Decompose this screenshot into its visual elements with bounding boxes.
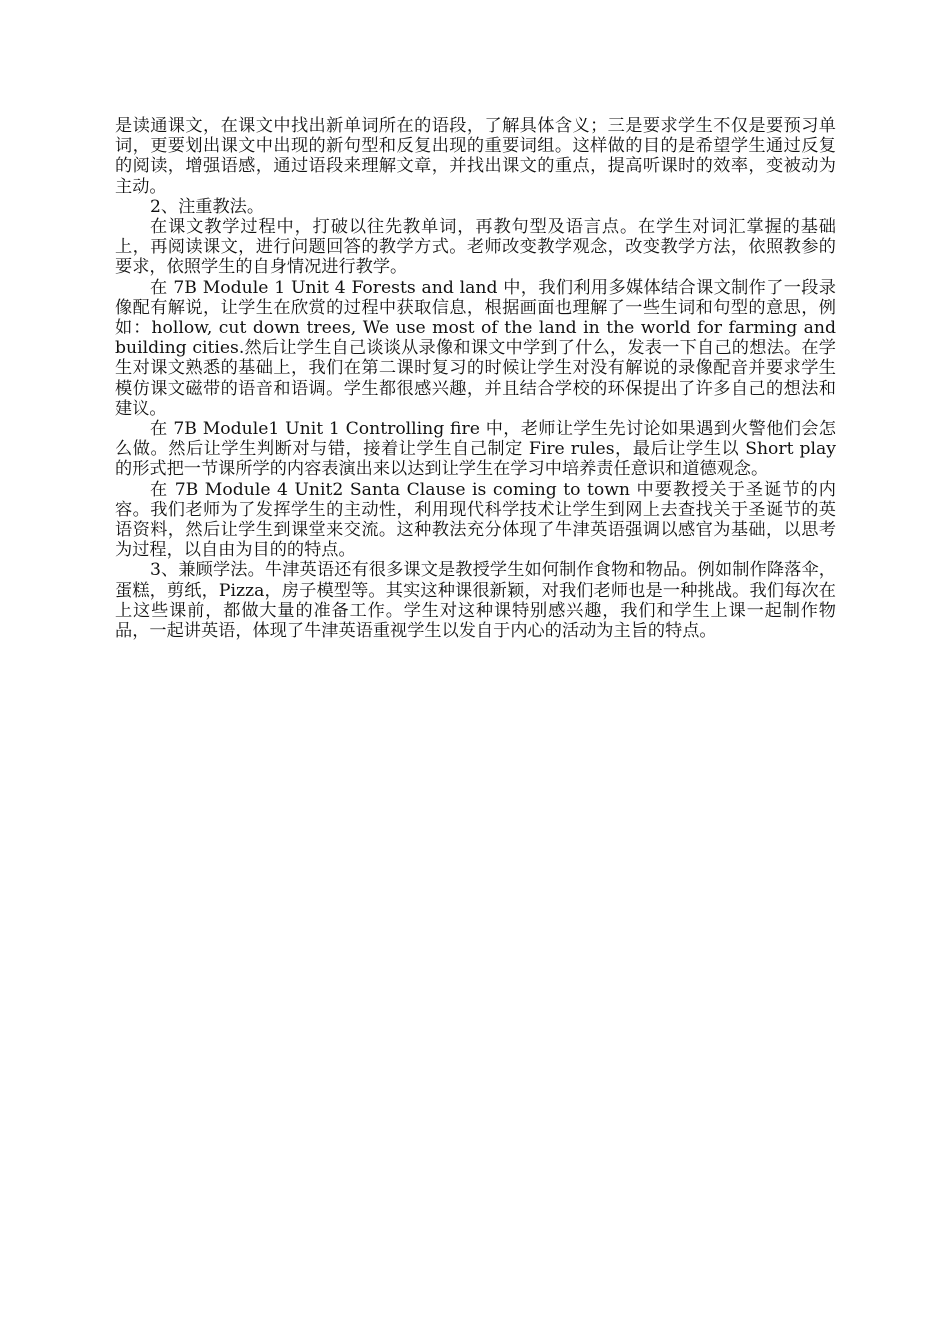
paragraph-teaching-process: 在课文教学过程中，打破以往先教单词，再教句型及语言点。在学生对词汇掌握的基础上，再阅读课文，进行问题回答的教学方式。老师改变教学观念，改变教学方法，依照教参的要求，依照学生的自身情况进行教学。	[115, 217, 836, 278]
paragraph-continuation: 是读通课文，在课文中找出新单词所在的语段，了解具体含义；三是要求学生不仅是要预习单词，更要划出课文中出现的新句型和反复出现的重要词组。这样做的目的是希望学生通过反复的阅读，增强语感，通过语段来理解文章，并找出课文的重点，提高听课时的效率，变被动为主动。	[115, 116, 836, 197]
paragraph-santa-clause: 在 7B Module 4 Unit2 Santa Clause is coming to town 中要教授关于圣诞节的内容。我们老师为了发挥学生的主动性，利用现代科学技术让学生到网上去查找关于圣诞节的英语资料，然后让学生到课堂来交流。这种教法充分体现了牛津英语强调以感官为基础，以思考为过程，以自由为目的的特点。	[115, 479, 836, 561]
paragraph-forests-and-land: 在 7B Module 1 Unit 4 Forests and land 中，我们利用多媒体结合课文制作了一段录像配有解说，让学生在欣赏的过程中获取信息，根据画面也理解了一些生词和句型的意思，例如：hollow, cut down trees, We use most of the land in the world for farming and building cities.然后让学生自己谈谈从录像和课文中学到了什么，发表一下自己的想法。在学生对课文熟悉的基础上，我们在第二课时复习的时候让学生对没有解说的录像配音并要求学生模仿课文磁带的语音和语调。学生都很感兴趣，并且结合学校的环保提出了许多自己的想法和建议。	[115, 277, 836, 419]
document-body	[115, 116, 836, 641]
paragraph-learning-method: 3、兼顾学法。牛津英语还有很多课文是教授学生如何制作食物和物品。例如制作降落伞，蛋糕，剪纸，Pizza，房子模型等。其实这种课很新颖，对我们老师也是一种挑战。我们每次在上这些课前，都做大量的准备工作。学生对这种课特别感兴趣，我们和学生上课一起制作物品，一起讲英语，体现了牛津英语重视学生以发自于内心的活动为主旨的特点。	[115, 560, 836, 642]
section-heading-teaching-method: 2、注重教法。	[150, 196, 265, 217]
paragraph-controlling-fire: 在 7B Module1 Unit 1 Controlling fire 中，老师让学生先讨论如果遇到火警他们会怎么做。然后让学生判断对与错，接着让学生自己制定 Fire rules，最后让学生以 Short play 的形式把一节课所学的内容表演出来以达到让学生在学习中培养责任意识和道德观念。	[115, 419, 836, 480]
